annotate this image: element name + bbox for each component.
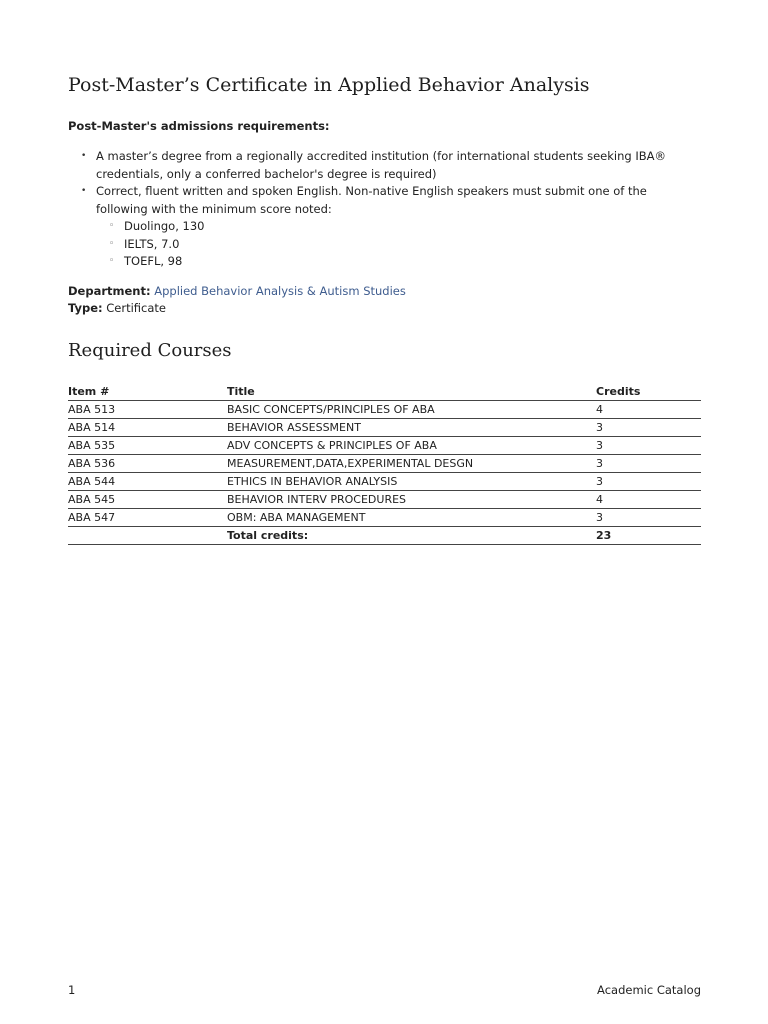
course-credits: 3 — [596, 455, 701, 473]
list-item — [68, 183, 701, 271]
program-meta — [68, 283, 406, 317]
score-item: ◦ TOEFL, 98 — [96, 253, 701, 271]
course-item: ABA 547 — [68, 509, 227, 527]
type-value: Certificate — [106, 301, 167, 315]
course-title: BEHAVIOR ASSESSMENT — [227, 419, 596, 437]
course-item: ABA 513 — [68, 401, 227, 419]
total-spacer — [68, 527, 227, 545]
department-label: Department: — [68, 284, 151, 298]
catalog-name: Academic Catalog — [597, 983, 701, 997]
total-value: 23 — [596, 527, 701, 545]
page-title: Post-Master’s Certificate in Applied Behavior Analysis — [68, 74, 590, 96]
type-line — [68, 300, 406, 317]
table-row — [68, 491, 701, 509]
list-item — [68, 148, 701, 183]
course-title: ETHICS IN BEHAVIOR ANALYSIS — [227, 473, 596, 491]
header-credits: Credits — [596, 383, 701, 401]
course-credits: 3 — [596, 437, 701, 455]
course-table — [68, 383, 701, 545]
score-item: ◦ Duolingo, 130 — [96, 218, 701, 236]
course-title: OBM: ABA MANAGEMENT — [227, 509, 596, 527]
course-credits: 3 — [596, 419, 701, 437]
table-row — [68, 509, 701, 527]
type-label: Type: — [68, 301, 103, 315]
table-row — [68, 473, 701, 491]
requirements-list — [68, 148, 701, 271]
header-item: Item # — [68, 383, 227, 401]
score-item: ◦ IELTS, 7.0 — [96, 236, 701, 254]
course-title: ADV CONCEPTS & PRINCIPLES OF ABA — [227, 437, 596, 455]
page-number: 1 — [68, 983, 76, 997]
course-title: BEHAVIOR INTERV PROCEDURES — [227, 491, 596, 509]
courses-heading: Required Courses — [68, 340, 232, 361]
table-row — [68, 455, 701, 473]
score-list — [96, 218, 701, 271]
course-credits: 3 — [596, 473, 701, 491]
course-title: MEASUREMENT,DATA,EXPERIMENTAL DESGN — [227, 455, 596, 473]
course-item: ABA 535 — [68, 437, 227, 455]
course-item: ABA 514 — [68, 419, 227, 437]
course-item: ABA 544 — [68, 473, 227, 491]
table-row — [68, 437, 701, 455]
header-title: Title — [227, 383, 596, 401]
table-header-row — [68, 383, 701, 401]
requirement-text: Correct, fluent written and spoken English. Non-native English speakers must submit one of the following with the minimum score noted: — [96, 184, 647, 216]
total-label: Total credits: — [227, 527, 596, 545]
requirement-text: A master’s degree from a regionally accredited institution (for international students seeking IBA® credentials, only a conferred bachelor's degree is required) — [96, 149, 666, 181]
total-row — [68, 527, 701, 545]
table-row — [68, 401, 701, 419]
course-title: BASIC CONCEPTS/PRINCIPLES OF ABA — [227, 401, 596, 419]
course-credits: 4 — [596, 401, 701, 419]
course-credits: 3 — [596, 509, 701, 527]
table-row — [68, 419, 701, 437]
course-credits: 4 — [596, 491, 701, 509]
course-item: ABA 545 — [68, 491, 227, 509]
department-line — [68, 283, 406, 300]
course-item: ABA 536 — [68, 455, 227, 473]
admissions-heading: Post-Master's admissions requirements: — [68, 119, 330, 133]
department-link[interactable]: Applied Behavior Analysis & Autism Studies — [154, 284, 406, 298]
